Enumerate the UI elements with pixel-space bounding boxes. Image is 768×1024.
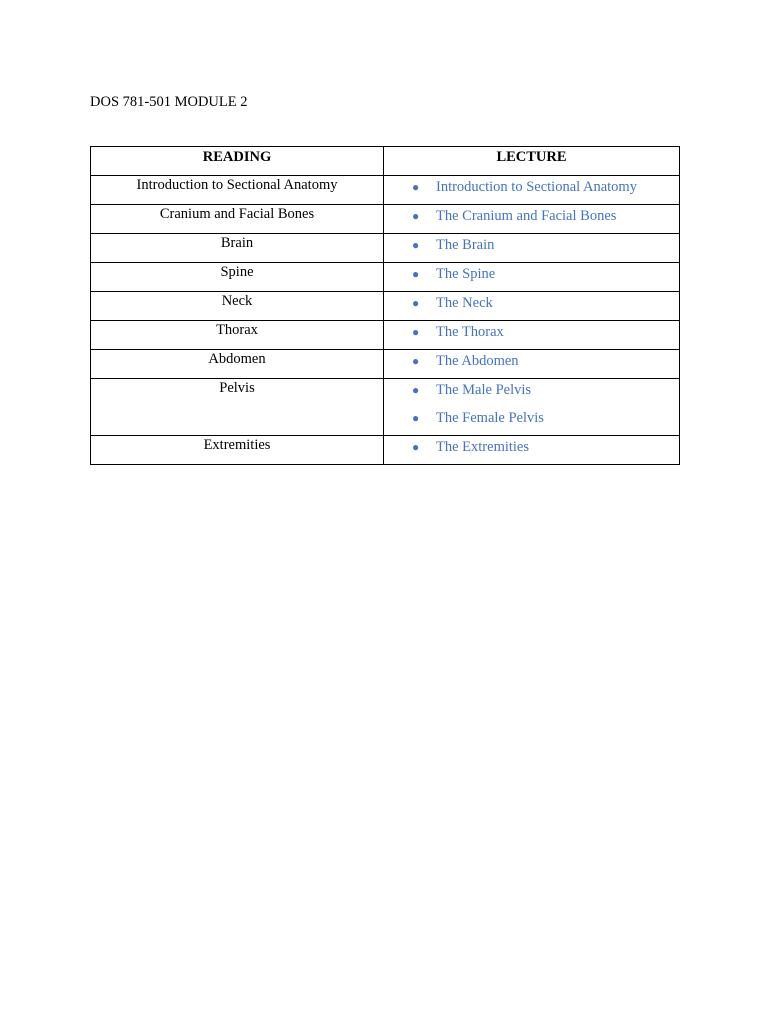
lecture-column-header: LECTURE xyxy=(384,147,680,176)
lecture-cell xyxy=(384,263,680,292)
reading-cell: Abdomen xyxy=(91,350,384,379)
lecture-cell xyxy=(384,205,680,234)
lecture-item xyxy=(384,205,679,233)
bullet-icon: ● xyxy=(412,383,420,397)
reading-cell: Cranium and Facial Bones xyxy=(91,205,384,234)
lecture-item xyxy=(384,321,679,349)
lecture-item xyxy=(384,436,679,464)
lecture-item xyxy=(384,292,679,320)
lecture-cell xyxy=(384,292,680,321)
lecture-list xyxy=(384,205,679,233)
bullet-icon: ● xyxy=(412,209,420,223)
lecture-item xyxy=(384,350,679,378)
bullet-icon: ● xyxy=(412,180,420,194)
lecture-cell xyxy=(384,321,680,350)
lecture-link[interactable]: The Neck xyxy=(436,295,493,311)
bullet-icon: ● xyxy=(412,267,420,281)
lecture-cell xyxy=(384,350,680,379)
lecture-list xyxy=(384,436,679,464)
lecture-link[interactable]: Introduction to Sectional Anatomy xyxy=(436,179,637,195)
reading-cell: Introduction to Sectional Anatomy xyxy=(91,176,384,205)
reading-cell: Brain xyxy=(91,234,384,263)
lecture-list xyxy=(384,292,679,320)
lecture-item xyxy=(384,176,679,204)
lecture-list xyxy=(384,350,679,378)
lecture-link[interactable]: The Male Pelvis xyxy=(436,382,532,398)
lecture-item xyxy=(384,407,679,435)
lecture-list xyxy=(384,321,679,349)
reading-column-header: READING xyxy=(91,147,384,176)
table-row xyxy=(91,205,680,234)
bullet-icon: ● xyxy=(412,296,420,310)
page-title: DOS 781-501 MODULE 2 xyxy=(90,94,248,110)
lecture-item xyxy=(384,263,679,291)
lecture-link[interactable]: The Spine xyxy=(436,266,496,282)
table-row xyxy=(91,234,680,263)
reading-cell: Thorax xyxy=(91,321,384,350)
lecture-item xyxy=(384,379,679,407)
table-row xyxy=(91,436,680,465)
table-row xyxy=(91,292,680,321)
bullet-icon: ● xyxy=(412,440,420,454)
lecture-link[interactable]: The Female Pelvis xyxy=(436,410,544,426)
table-header-row xyxy=(91,147,680,176)
lecture-list xyxy=(384,263,679,291)
lecture-cell xyxy=(384,234,680,263)
table-row xyxy=(91,263,680,292)
bullet-icon: ● xyxy=(412,411,420,425)
reading-cell: Neck xyxy=(91,292,384,321)
table-row xyxy=(91,176,680,205)
lecture-link[interactable]: The Abdomen xyxy=(436,353,519,369)
reading-cell: Extremities xyxy=(91,436,384,465)
reading-cell: Spine xyxy=(91,263,384,292)
bullet-icon: ● xyxy=(412,325,420,339)
bullet-icon: ● xyxy=(412,354,420,368)
table-row xyxy=(91,321,680,350)
lecture-cell xyxy=(384,379,680,436)
lecture-cell xyxy=(384,176,680,205)
lecture-link[interactable]: The Cranium and Facial Bones xyxy=(436,208,617,224)
table-row xyxy=(91,350,680,379)
lecture-cell xyxy=(384,436,680,465)
lecture-item xyxy=(384,234,679,262)
bullet-icon: ● xyxy=(412,238,420,252)
table-row xyxy=(91,379,680,436)
lecture-list xyxy=(384,379,679,435)
reading-cell: Pelvis xyxy=(91,379,384,436)
lecture-list xyxy=(384,234,679,262)
lecture-link[interactable]: The Thorax xyxy=(436,324,504,340)
lecture-list xyxy=(384,176,679,204)
lecture-link[interactable]: The Brain xyxy=(436,237,495,253)
lecture-link[interactable]: The Extremities xyxy=(436,439,530,455)
module-schedule-table xyxy=(90,146,680,465)
